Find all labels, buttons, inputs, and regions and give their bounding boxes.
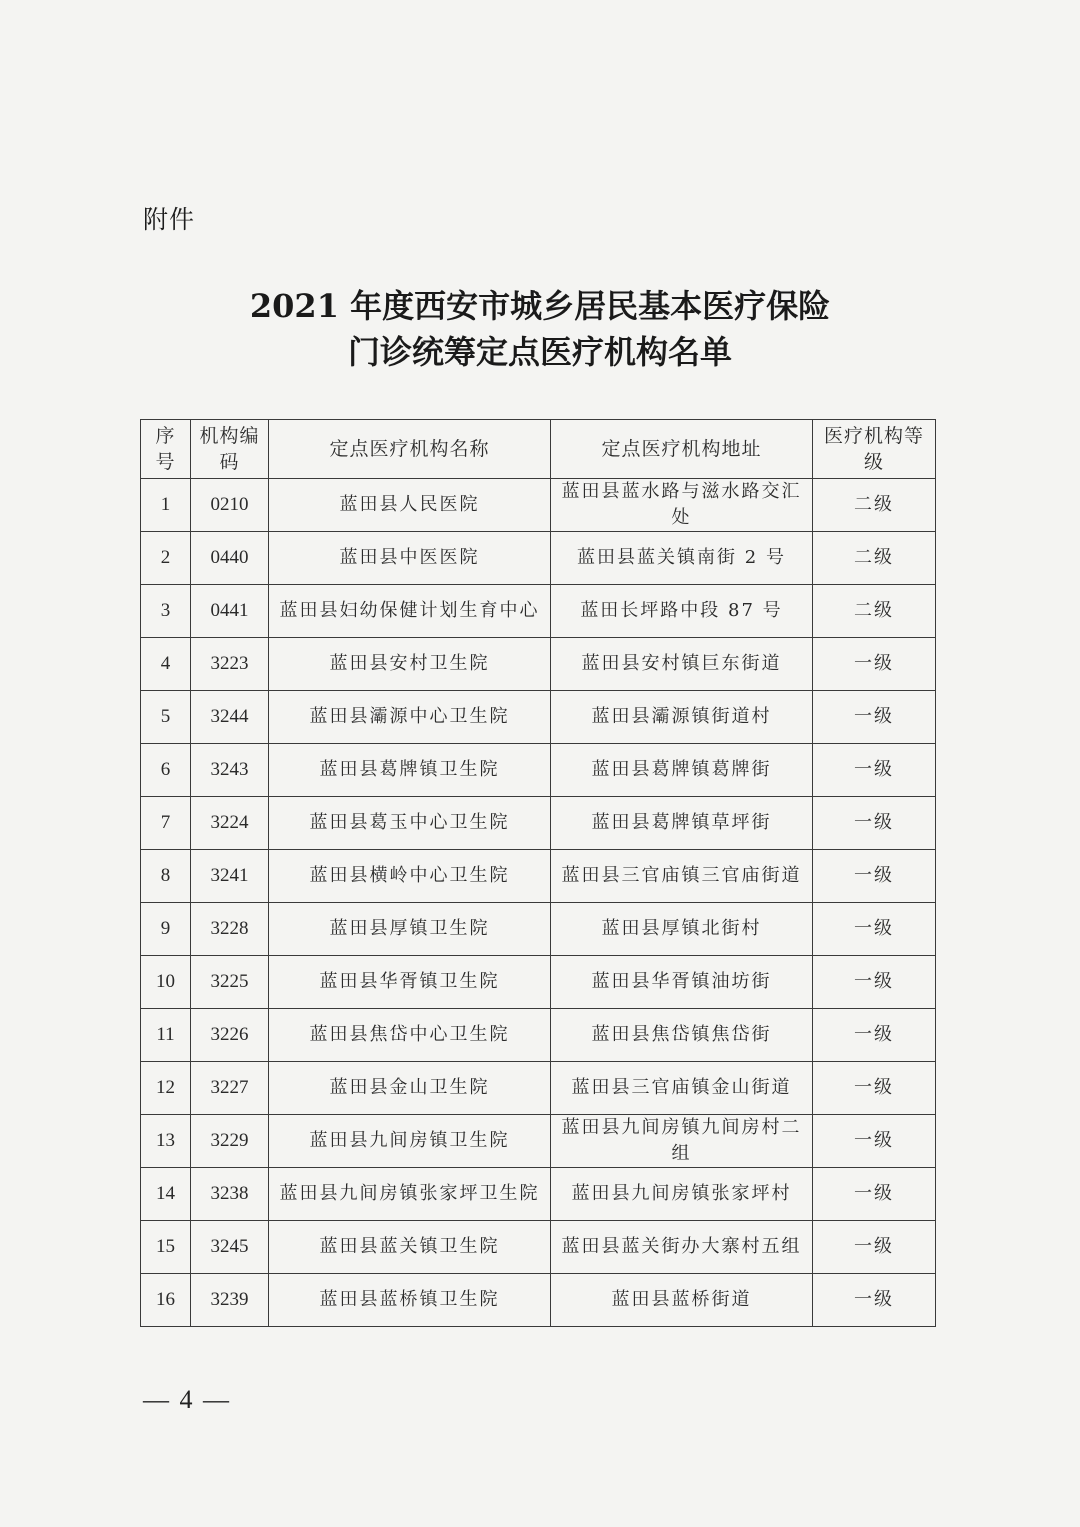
title-line-2: 门诊统筹定点医疗机构名单 bbox=[347, 333, 732, 371]
cell-name: 蓝田县葛玉中心卫生院 bbox=[269, 797, 551, 850]
cell-level: 二级 bbox=[813, 479, 936, 532]
page-number: — 4 — bbox=[143, 1385, 231, 1414]
cell-address: 蓝田县灞源镇街道村 bbox=[551, 691, 813, 744]
cell-level: 一级 bbox=[813, 1009, 936, 1062]
table-row bbox=[141, 850, 936, 903]
cell-seq: 2 bbox=[141, 532, 191, 585]
cell-name: 蓝田县葛牌镇卫生院 bbox=[269, 744, 551, 797]
title-line-1: 2021 年度西安市城乡居民基本医疗保险 bbox=[249, 287, 831, 325]
cell-level: 一级 bbox=[813, 850, 936, 903]
cell-address: 蓝田县蓝水路与滋水路交汇处 bbox=[551, 479, 813, 532]
cell-seq: 16 bbox=[141, 1274, 191, 1327]
table-row bbox=[141, 744, 936, 797]
cell-seq: 9 bbox=[141, 903, 191, 956]
cell-level: 一级 bbox=[813, 1274, 936, 1327]
table-row bbox=[141, 1221, 936, 1274]
cell-code: 3239 bbox=[191, 1274, 269, 1327]
header-code: 机构编码 bbox=[191, 420, 269, 479]
table-row bbox=[141, 638, 936, 691]
cell-code: 3226 bbox=[191, 1009, 269, 1062]
cell-code: 3229 bbox=[191, 1115, 269, 1168]
table-row bbox=[141, 903, 936, 956]
cell-seq: 3 bbox=[141, 585, 191, 638]
cell-seq: 8 bbox=[141, 850, 191, 903]
cell-address: 蓝田县蓝关街办大寨村五组 bbox=[551, 1221, 813, 1274]
header-address: 定点医疗机构地址 bbox=[551, 420, 813, 479]
document-title bbox=[0, 283, 1080, 375]
table-row bbox=[141, 1062, 936, 1115]
cell-code: 3225 bbox=[191, 956, 269, 1009]
cell-address: 蓝田县华胥镇油坊街 bbox=[551, 956, 813, 1009]
cell-level: 一级 bbox=[813, 638, 936, 691]
cell-address: 蓝田县九间房镇九间房村二组 bbox=[551, 1115, 813, 1168]
header-name: 定点医疗机构名称 bbox=[269, 420, 551, 479]
institution-table bbox=[140, 419, 936, 1327]
cell-name: 蓝田县金山卫生院 bbox=[269, 1062, 551, 1115]
cell-name: 蓝田县中医医院 bbox=[269, 532, 551, 585]
cell-name: 蓝田县灞源中心卫生院 bbox=[269, 691, 551, 744]
cell-name: 蓝田县九间房镇卫生院 bbox=[269, 1115, 551, 1168]
cell-name: 蓝田县华胥镇卫生院 bbox=[269, 956, 551, 1009]
cell-seq: 7 bbox=[141, 797, 191, 850]
cell-seq: 6 bbox=[141, 744, 191, 797]
cell-level: 一级 bbox=[813, 1168, 936, 1221]
cell-name: 蓝田县人民医院 bbox=[269, 479, 551, 532]
cell-address: 蓝田县三官庙镇金山街道 bbox=[551, 1062, 813, 1115]
cell-name: 蓝田县九间房镇张家坪卫生院 bbox=[269, 1168, 551, 1221]
cell-address: 蓝田县安村镇巨东街道 bbox=[551, 638, 813, 691]
cell-level: 二级 bbox=[813, 585, 936, 638]
cell-name: 蓝田县横岭中心卫生院 bbox=[269, 850, 551, 903]
cell-code: 3228 bbox=[191, 903, 269, 956]
table-row bbox=[141, 479, 936, 532]
table-row bbox=[141, 1115, 936, 1168]
cell-name: 蓝田县焦岱中心卫生院 bbox=[269, 1009, 551, 1062]
cell-name: 蓝田县妇幼保健计划生育中心 bbox=[269, 585, 551, 638]
table-row bbox=[141, 1274, 936, 1327]
header-level: 医疗机构等级 bbox=[813, 420, 936, 479]
table-row bbox=[141, 691, 936, 744]
cell-address: 蓝田县三官庙镇三官庙街道 bbox=[551, 850, 813, 903]
cell-name: 蓝田县蓝关镇卫生院 bbox=[269, 1221, 551, 1274]
cell-code: 0210 bbox=[191, 479, 269, 532]
cell-seq: 11 bbox=[141, 1009, 191, 1062]
cell-code: 3241 bbox=[191, 850, 269, 903]
cell-seq: 15 bbox=[141, 1221, 191, 1274]
cell-level: 二级 bbox=[813, 532, 936, 585]
cell-level: 一级 bbox=[813, 744, 936, 797]
table-row bbox=[141, 956, 936, 1009]
cell-address: 蓝田县焦岱镇焦岱街 bbox=[551, 1009, 813, 1062]
cell-name: 蓝田县安村卫生院 bbox=[269, 638, 551, 691]
header-seq: 序号 bbox=[141, 420, 191, 479]
cell-code: 3227 bbox=[191, 1062, 269, 1115]
cell-code: 0441 bbox=[191, 585, 269, 638]
cell-code: 3244 bbox=[191, 691, 269, 744]
cell-name: 蓝田县厚镇卫生院 bbox=[269, 903, 551, 956]
cell-seq: 5 bbox=[141, 691, 191, 744]
cell-code: 0440 bbox=[191, 532, 269, 585]
cell-name: 蓝田县蓝桥镇卫生院 bbox=[269, 1274, 551, 1327]
cell-level: 一级 bbox=[813, 1221, 936, 1274]
table-row bbox=[141, 1168, 936, 1221]
table-row bbox=[141, 1009, 936, 1062]
cell-level: 一级 bbox=[813, 1062, 936, 1115]
cell-address: 蓝田县九间房镇张家坪村 bbox=[551, 1168, 813, 1221]
attachment-label: 附件 bbox=[143, 205, 196, 234]
cell-code: 3243 bbox=[191, 744, 269, 797]
table-row bbox=[141, 797, 936, 850]
cell-level: 一级 bbox=[813, 1115, 936, 1168]
cell-level: 一级 bbox=[813, 797, 936, 850]
cell-seq: 14 bbox=[141, 1168, 191, 1221]
table-body bbox=[141, 479, 936, 1327]
cell-code: 3224 bbox=[191, 797, 269, 850]
table-header-row bbox=[141, 420, 936, 479]
cell-seq: 10 bbox=[141, 956, 191, 1009]
cell-seq: 1 bbox=[141, 479, 191, 532]
table-row bbox=[141, 532, 936, 585]
cell-address: 蓝田长坪路中段 87 号 bbox=[551, 585, 813, 638]
cell-level: 一级 bbox=[813, 691, 936, 744]
table-row bbox=[141, 585, 936, 638]
cell-seq: 4 bbox=[141, 638, 191, 691]
cell-address: 蓝田县厚镇北街村 bbox=[551, 903, 813, 956]
cell-address: 蓝田县蓝关镇南街 2 号 bbox=[551, 532, 813, 585]
cell-address: 蓝田县葛牌镇葛牌街 bbox=[551, 744, 813, 797]
cell-code: 3245 bbox=[191, 1221, 269, 1274]
cell-address: 蓝田县蓝桥街道 bbox=[551, 1274, 813, 1327]
cell-level: 一级 bbox=[813, 903, 936, 956]
cell-code: 3223 bbox=[191, 638, 269, 691]
cell-seq: 13 bbox=[141, 1115, 191, 1168]
cell-level: 一级 bbox=[813, 956, 936, 1009]
cell-address: 蓝田县葛牌镇草坪街 bbox=[551, 797, 813, 850]
cell-code: 3238 bbox=[191, 1168, 269, 1221]
cell-seq: 12 bbox=[141, 1062, 191, 1115]
